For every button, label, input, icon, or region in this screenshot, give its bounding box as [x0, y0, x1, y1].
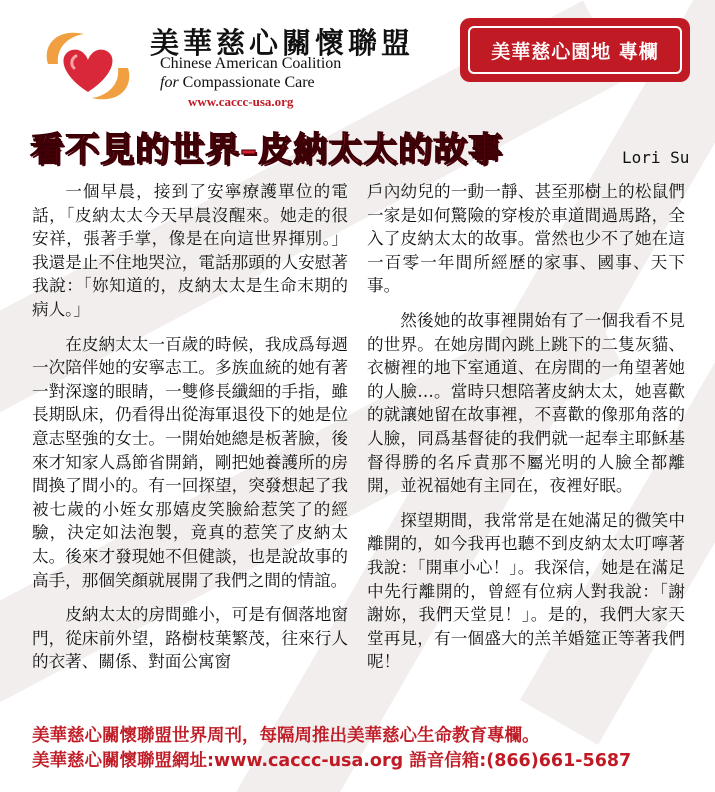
- article-title: 看不見的世界–皮納太太的故事: [30, 130, 503, 170]
- organization-name-en: Chinese American Coalition: [160, 55, 342, 72]
- organization-name-en-line2: [160, 74, 315, 92]
- column-badge-frame: [468, 26, 682, 74]
- article-paragraph: 在皮納太太一百歲的時候，我成爲每週一次陪伴她的安寧志工。多族血統的她有著一對深邃的眼睛，一雙修長纖細的手指，雖長期臥床，仍看得出從海軍退役下的她是位意志堅強的女士。一開始她總是板著臉，後來才知家人爲節省開銷，剛把她養護所的房間換了間小的。有一回探望，突發想起了我被七歲的小姪女那嬉皮笑臉給惹笑了的經驗，決定如法泡製，竟真的惹笑了皮納太太。後來才發現她不但健談，也是說故事的高手，那個笑顏就展開了我們之間的情誼。: [32, 334, 348, 590]
- article-paragraph: 皮納太太的房間雖小，可是有個落地窗門，從床前外望，路樹枝葉繁茂，往來行人的衣著、關係、對面公寓窗: [32, 605, 348, 672]
- organization-name-en-for: for: [160, 74, 179, 91]
- article-paragraph: 一個早晨，接到了安寧療護單位的電話，「皮納太太今天早晨沒醒來。她走的很安祥，張著手掌，像是在向這世界揮別。」我還是止不住地哭泣，電話那頭的人安慰著我說：「妳知道的，皮納太太是生命末期的病人。」: [32, 182, 348, 319]
- article-paragraph-continuation: 戶內幼兒的一動一靜、甚至那樹上的松鼠們一家是如何驚險的穿梭於車道間過馬路，全入了皮納太太的故事。當然也少不了她在這一百零一年間所經歷的家事、國事、天下事。: [367, 182, 685, 296]
- organization-name-zh: 美華慈心關懷聯盟: [150, 26, 415, 60]
- heart-hands-logo-icon: [40, 24, 136, 108]
- article-paragraph: 探望期間，我常常是在她滿足的微笑中離開的，如今我再也聽不到皮納太太叮嚀著我說：「開車小心！」。我深信，她是在滿足中先行離開的，曾經有位病人對我說：「謝謝妳，我們天堂見！」。是的，我們大家天堂再見，有一個盛大的羔羊婚筵正等著我們呢！: [367, 510, 685, 672]
- organization-name-en-rest: Compassionate Care: [182, 74, 315, 91]
- article-column-left: [32, 180, 348, 685]
- organization-website: www.caccc-usa.org: [188, 94, 294, 109]
- article-column-right: [367, 180, 685, 685]
- column-badge-label: 美華慈心園地 專欄: [491, 40, 659, 63]
- article-author: Lori Su: [622, 148, 690, 167]
- footer-contact: 美華慈心關懷聯盟網址:www.caccc-usa.org 語音信箱:(866)661-5687: [32, 751, 632, 771]
- column-badge: [460, 18, 690, 82]
- footer-announcement: 美華慈心關懷聯盟世界周刊，每隔周推出美華慈心生命教育專欄。: [32, 726, 540, 746]
- article-paragraph: 然後她的故事裡開始有了一個我看不見的世界。在她房間內跳上跳下的二隻灰貓、衣櫥裡的地下室通道、在房間的一角望著她的人臉…。當時只想陪著皮納太太，她喜歡的就讓她留在故事裡，不喜歡的像那角落的人臉，同爲基督徒的我們就一起奉主耶穌基督得勝的名斥責那不屬光明的人臉全都離開，並祝福她有主同在，夜裡好眠。: [367, 310, 685, 496]
